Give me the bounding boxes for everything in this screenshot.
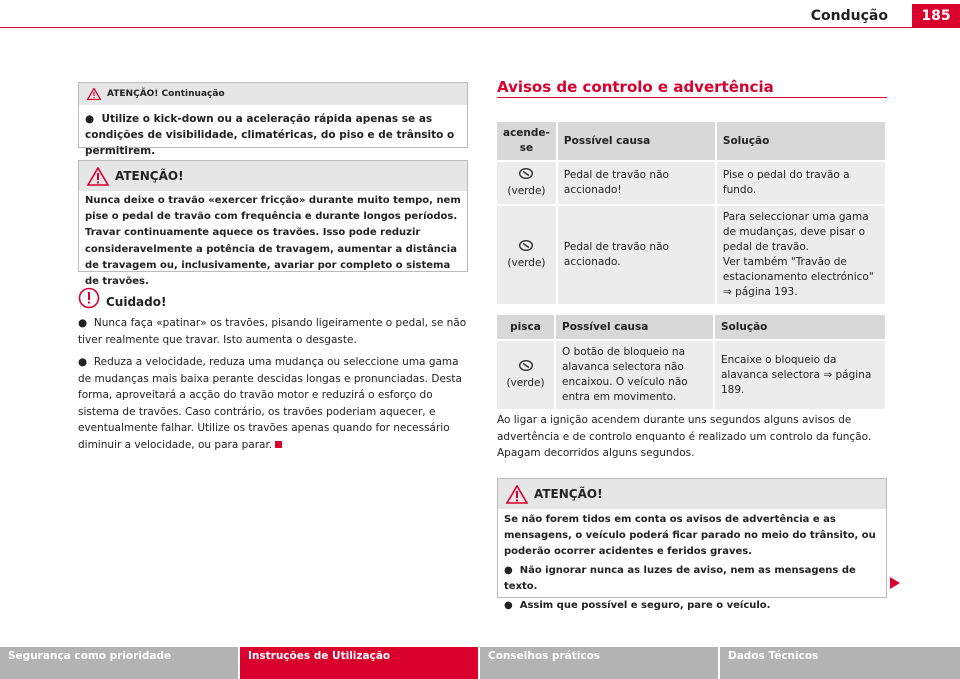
- warning-box-body: [79, 105, 467, 163]
- caution-bullet: [78, 354, 468, 453]
- solution-text: Ver também "Travão de estacionamento electrónico": [722, 256, 874, 283]
- next-page-arrow-icon[interactable]: [889, 577, 901, 589]
- warning-box-brakes: [78, 160, 468, 288]
- caution-icon: [78, 287, 100, 309]
- warning-box-title: ATENÇÃO!: [534, 487, 603, 501]
- table-row: [497, 340, 886, 409]
- page-number: 185: [912, 4, 960, 28]
- arrow-ref-icon: ⇒: [722, 286, 732, 298]
- brake-pedal-icon: [519, 240, 533, 251]
- lights-flash-table: [497, 315, 887, 409]
- footer-tab-safety[interactable]: Segurança como prioridade: [0, 647, 240, 679]
- warning-icon: [87, 167, 109, 186]
- warning-bullet: [504, 598, 880, 614]
- intro-paragraph: Ao ligar a ignição acendem durante uns segundos alguns avisos de advertência e de controlo enquanto é realizado um controlo da função. Apagam decorridos alguns segundos.: [497, 414, 872, 459]
- section-title: Avisos de controlo e advertência: [497, 78, 774, 96]
- section-rule: [497, 97, 887, 98]
- caution-bullet: [78, 315, 468, 348]
- warning-bullet: [504, 563, 880, 595]
- end-square-icon: [275, 441, 282, 448]
- bullet-text: Não ignorar nunca as luzes de aviso, nem as mensagens de texto.: [504, 565, 856, 592]
- warning-box-title: ATENÇÃO! Continuação: [107, 89, 225, 99]
- warning-box-continued: [78, 82, 468, 157]
- table-header: [497, 315, 886, 340]
- table-header-cell: Possível causa: [557, 122, 716, 161]
- table-cell: [497, 340, 555, 409]
- arrow-ref-icon: ⇒: [823, 368, 833, 381]
- table-row: [497, 161, 886, 205]
- table-cell: [714, 340, 886, 409]
- bullet-icon: ●: [78, 356, 88, 368]
- table-cell: Pedal de travão não accionado!: [557, 161, 716, 205]
- warning-box-title: ATENÇÃO!: [115, 169, 184, 183]
- table-header-cell: Solução: [716, 122, 886, 161]
- light-color: (verde): [507, 256, 546, 269]
- bullet-icon: ●: [504, 600, 513, 611]
- light-color: (verde): [506, 376, 545, 389]
- table-row: [497, 205, 886, 304]
- warning-box-header: [498, 479, 886, 509]
- solution-text: Encaixe o bloqueio da alavanca selectora: [721, 353, 837, 381]
- bullet-text: Assim que possível e seguro, pare o veículo.: [519, 600, 771, 611]
- warning-box-header: [79, 161, 467, 191]
- footer-tab-technical[interactable]: Dados Técnicos: [720, 647, 960, 679]
- page-title: Condução: [810, 8, 888, 24]
- table-header: [497, 122, 886, 161]
- bullet-text: Reduza a velocidade, reduza uma mudança ou seleccione uma gama de mudanças mais baixa perante descidas longas e pronunciadas. Desta forma, aproveitará a acção do travão motor e reduzirá o esforço do sistema de travões. Caso contrário, os travões poderiam aquecer, e eventualmente falhar. Utilize os travões apenas quando for necessário diminuir a velocidade, ou para parar.: [78, 356, 462, 451]
- warning-box-body: [498, 509, 886, 618]
- warning-icon: [87, 88, 101, 100]
- footer-nav: [0, 647, 960, 679]
- header-rule: [0, 27, 912, 28]
- table-cell: [716, 205, 886, 304]
- table-header-cell: Solução: [714, 315, 886, 340]
- page-ref-link[interactable]: página 193.: [735, 286, 798, 298]
- solution-text: Para seleccionar uma gama de mudanças, deve pisar o pedal de travão.: [722, 211, 869, 253]
- caution-section: [78, 287, 468, 453]
- table-header-cell: pisca: [497, 315, 555, 340]
- lights-on-table: [497, 122, 887, 304]
- table-cell: [497, 161, 557, 205]
- warning-box-alerts: [497, 478, 887, 611]
- footer-tab-instructions[interactable]: Instruções de Utilização: [240, 647, 480, 679]
- warning-box-header: [79, 83, 467, 105]
- brake-pedal-icon: [519, 360, 533, 371]
- bullet-icon: ●: [85, 113, 95, 125]
- brake-pedal-icon: [519, 168, 533, 179]
- table-header-cell: Possível causa: [555, 315, 714, 340]
- bullet-text: Utilize o kick-down ou a aceleração rápida apenas se as condições de visibilidade, climatéricas, do piso e de trânsito o permitirem.: [85, 113, 455, 157]
- warning-icon: [506, 485, 528, 504]
- light-color: (verde): [507, 184, 546, 197]
- table-cell: O botão de bloqueio na alavanca selectora não encaixou. O veículo não entra em movimento.: [555, 340, 714, 409]
- page-ref-link[interactable]: página 189.: [721, 368, 872, 396]
- warning-box-body: Nunca deixe o travão «exercer fricção» durante muito tempo, nem pise o pedal de travão com frequência e durante longos períodos. Travar continuamente aquece os travões. Isso pode reduzir consideravelmente a potência de travagem, aumentar a distância de travagem ou, inclusivamente, avariar por completo o sistema de travões.: [85, 195, 461, 288]
- table-cell: Pedal de travão não accionado.: [557, 205, 716, 304]
- table-header-cell: acende-se: [497, 122, 557, 161]
- footer-tab-tips[interactable]: Conselhos práticos: [480, 647, 720, 679]
- table-cell: Pise o pedal do travão a fundo.: [716, 161, 886, 205]
- warning-text: Se não forem tidos em conta os avisos de advertência e as mensagens, o veículo poderá ficar parado no meio do trânsito, ou poderão ocorrer acidentes e feridos graves.: [504, 514, 876, 557]
- bullet-icon: ●: [504, 565, 513, 576]
- bullet-text: Nunca faça «patinar» os travões, pisando ligeiramente o pedal, se não tiver realmente que travar. Isto aumenta o desgaste.: [78, 317, 467, 346]
- table-cell: [497, 205, 557, 304]
- caution-title: Cuidado!: [106, 295, 167, 309]
- bullet-icon: ●: [78, 317, 88, 329]
